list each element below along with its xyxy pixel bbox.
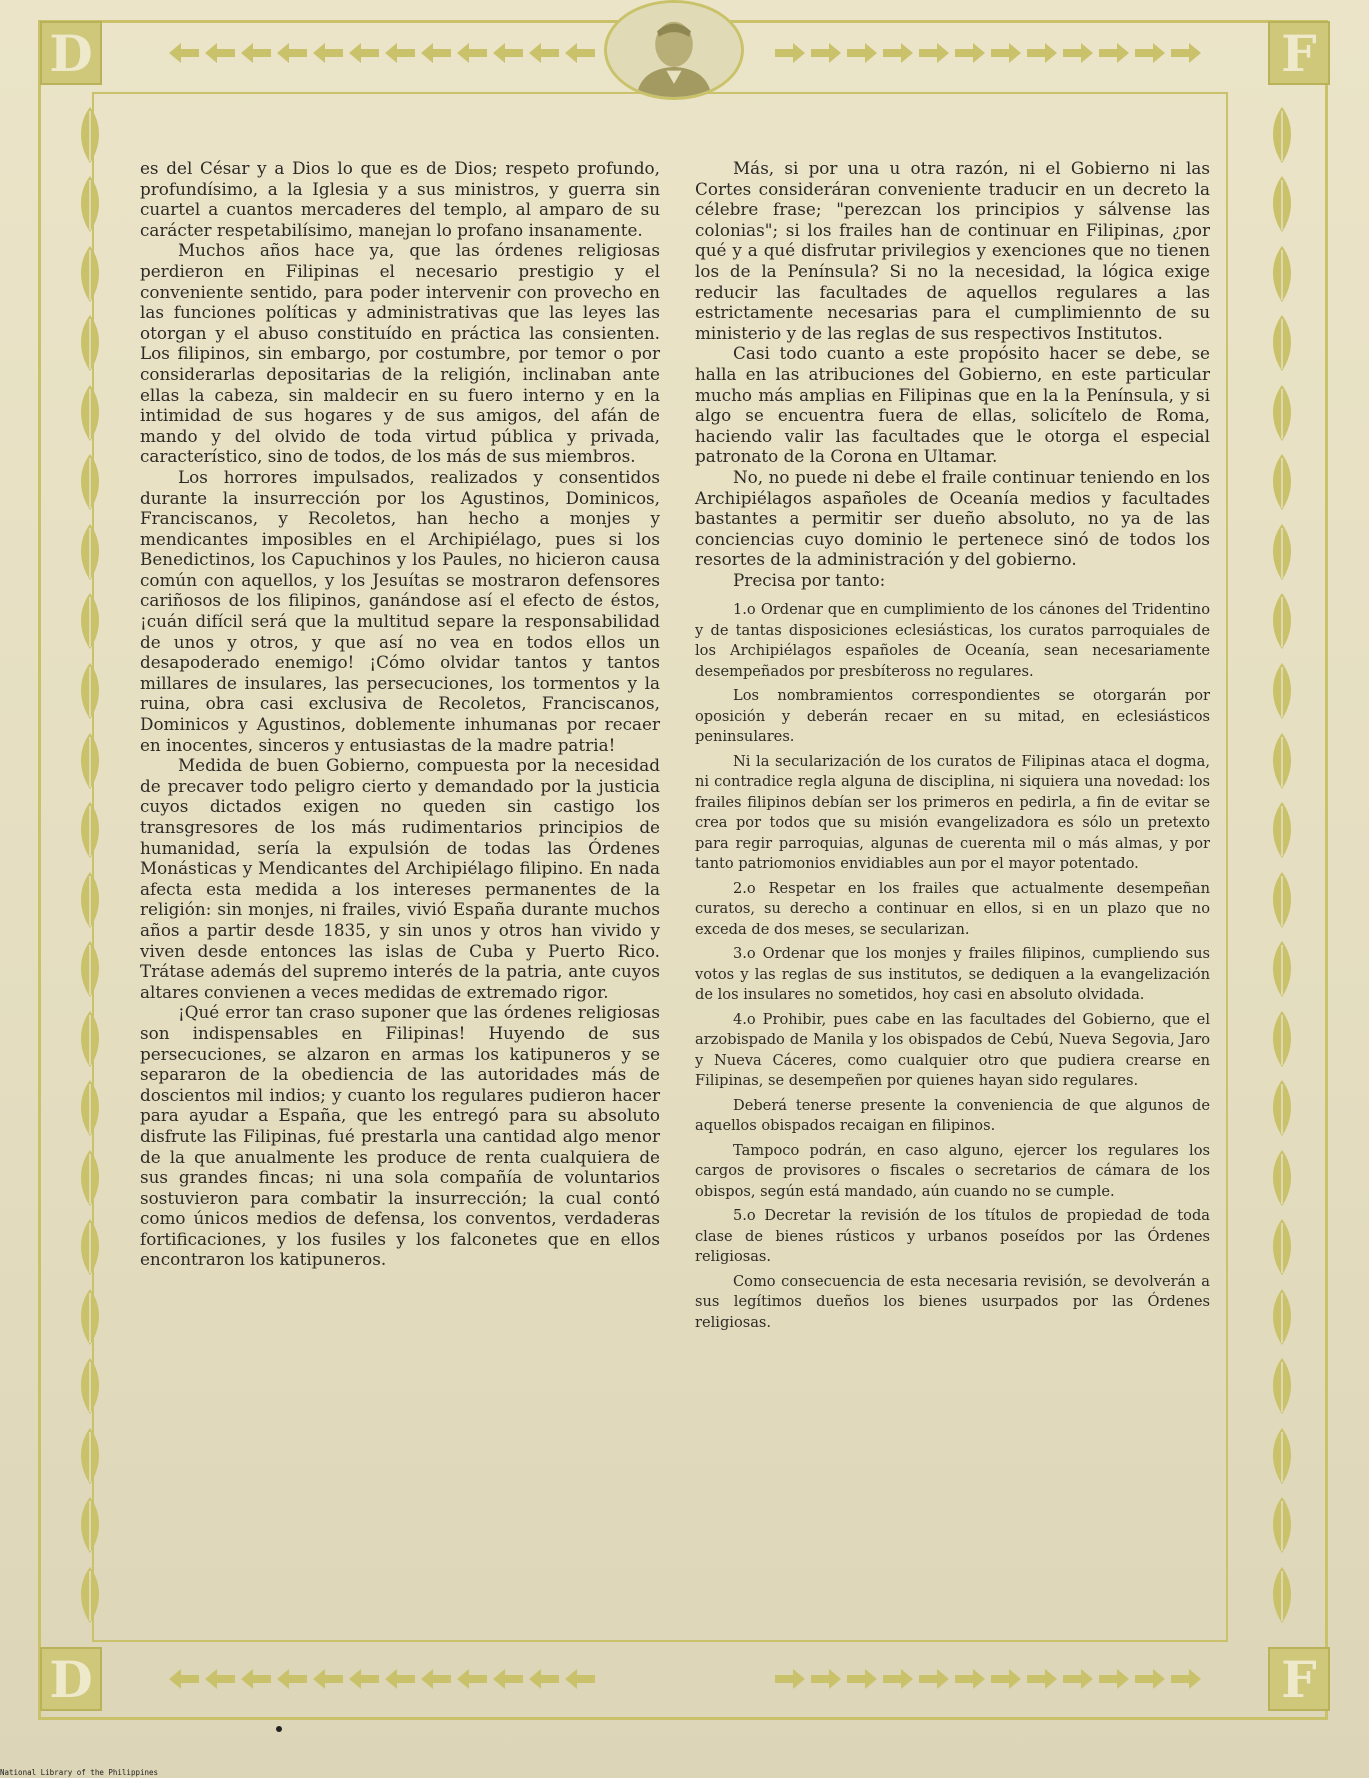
arrow-right-ornament-icon — [1025, 1666, 1059, 1692]
arrow-right-ornament-icon — [809, 40, 843, 66]
arrow-right-ornament-icon — [1097, 1666, 1131, 1692]
leaf-ornament-icon — [76, 870, 104, 930]
leaf-ornament-icon — [76, 661, 104, 721]
proposal-item: Ni la secularización de los curatos de Filipinas ataca el dogma, ni contradice regla alguna de disciplina, ni siquiera una novedad: los frailes filipinos debían ser los primeros en pedirla, a fin de evitar se crea por todos que su misión evangelizadora es sólo un pretexto para regir parroquias, algunas de cuerenta mil o más almas, y por tanto patriomonios envidiables aun por el mayor potentado. — [695, 752, 1210, 873]
arrow-left-ornament-icon — [527, 1666, 561, 1692]
arrow-right-ornament-icon — [1061, 40, 1095, 66]
arrow-left-ornament-icon — [167, 40, 201, 66]
arrow-right-ornament-icon — [1097, 40, 1131, 66]
arrow-left-ornament-icon — [167, 1666, 201, 1692]
right-paragraph: Más, si por una u otra razón, ni el Gobierno ni las Cortes consideráran conveniente traducir en un decreto la célebre frase; "perezcan los principios y sálvense las colonias"; si los frailes han de continuar en Filipinas, ¿por qué y a qué disfrutar privilegios y exenciones que no tienen los de la Península? Si no la necesidad, la lógica exige reducir las facultades de aquellos regulares a las estrictamente necesarias para el cumplimiennto de su ministerio y de las reglas de sus respectivos Institutos. — [695, 158, 1210, 343]
left-paragraph: es del César y a Dios lo que es de Dios; respeto profundo, profundísimo, a la Iglesia y a sus ministros, y guerra sin cuartel a cuantos mercaderes del templo, al amparo de su carácter respetabilísimo, manejan lo profano insanamente. — [140, 158, 660, 240]
proposal-item: 4.o Prohibir, pues cabe en las facultades del Gobierno, que el arzobispado de Manila y los obispados de Cebú, Nueva Segovia, Jaro y Nueva Cáceres, como cualquier otro que pudiera crearse en Filipinas, se desempeñen por quienes hayan sido regulares. — [695, 1010, 1210, 1090]
leaf-ornament-icon — [76, 731, 104, 791]
leaf-ornament-icon — [76, 939, 104, 999]
left-paragraph: Medida de buen Gobierno, compuesta por la necesidad de precaver todo peligro cierto y demandado por la justicia cuyos dictados exigen no queden sin castigo los transgresores de los más rudimentarios principios de humanidad, sería la expulsión de todas las Órdenes Monásticas y Mendicantes del Archipiélago filipino. En nada afecta esta medida a los intereses permanentes de la religión: sin monjes, ni frailes, vivió España durante muchos años a partir desde 1835, y sin unos y otros han vivido y viven desde entonces las islas de Cuba y Puerto Rico. Trátase además del supremo interés de la patria, ante cuyos altares convienen a veces medidas de extremado rigor. — [140, 755, 660, 1002]
leaf-ornament-icon — [76, 1426, 104, 1486]
leaf-ornament-icon — [76, 1078, 104, 1138]
leaf-ornament-icon — [76, 800, 104, 860]
arrow-right-ornament-icon — [917, 1666, 951, 1692]
leaf-ornament-icon — [1268, 452, 1296, 512]
proposal-item: Como consecuencia de esta necesaria revisión, se devolverán a sus legítimos dueños los bienes usurpados por las Órdenes religiosas. — [695, 1272, 1210, 1331]
arrow-right-ornament-icon — [773, 40, 807, 66]
leaf-ornament-icon — [1268, 1495, 1296, 1555]
leaf-ornament-icon — [76, 1009, 104, 1069]
arrow-right-ornament-icon — [1133, 40, 1167, 66]
arrow-right-ornament-icon — [1025, 40, 1059, 66]
arrow-left-ornament-icon — [311, 1666, 345, 1692]
arrow-left-ornament-icon — [563, 1666, 597, 1692]
leaf-ornament-icon — [76, 244, 104, 304]
right-text-column — [695, 158, 1210, 1333]
arrow-left-ornament-icon — [203, 1666, 237, 1692]
arrow-left-ornament-icon — [239, 40, 273, 66]
leaf-ornament-icon — [1268, 1356, 1296, 1416]
leaf-ornament-icon — [1268, 522, 1296, 582]
leaf-ornament-icon — [1268, 1009, 1296, 1069]
proposal-item: Deberá tenerse presente la conveniencia de que algunos de aquellos obispados recaigan en filipinos. — [695, 1096, 1210, 1135]
arrow-left-ornament-icon — [491, 40, 525, 66]
leaf-ornament-icon — [1268, 800, 1296, 860]
leaf-ornament-icon — [1268, 313, 1296, 373]
leaf-ornament-icon — [76, 383, 104, 443]
bottom-left-arrows — [102, 1666, 607, 1692]
bottom-right-initial: F — [1268, 1647, 1330, 1711]
left-paragraph: Los horrores impulsados, realizados y consentidos durante la insurrección por los Agustinos, Dominicos, Franciscanos, y Recoletos, han hecho a monjes y mendicantes imposibles en el Archipiélago, pues si los Benedictinos, los Capuchinos y los Paules, no hicieron causa común con aquellos, y los Jesuítas se mostraron defensores cariñosos de los filipinos, ganándose así el efecto de éstos, ¡cuán difícil será que la multitud separe la responsabilidad de unos y otros, y que así no vea en todos ellos un desapoderado enemigo! ¡Cómo olvidar tantos y tantos millares de insulares, las persecuciones, los tormentos y la ruina, obra casi exclusiva de Recoletos, Franciscanos, Dominicos y Agustinos, doblemente inhumanas por recaer en inocentes, sinceros y entusiastas de la madre patria! — [140, 466, 660, 755]
arrow-right-ornament-icon — [1169, 1666, 1203, 1692]
leaf-ornament-icon — [1268, 174, 1296, 234]
arrow-right-ornament-icon — [1169, 40, 1203, 66]
arrow-right-ornament-icon — [773, 1666, 807, 1692]
right-paragraph: No, no puede ni debe el fraile continuar teniendo en los Archipiélagos aspañoles de Oceanía medios y facultades bastantes a permitir ser dueño absoluto, no ya de las conciencias cuyo dominio le pertenece sinó de todos los resortes de la administración y del gobierno. — [695, 466, 1210, 570]
leaf-ornament-icon — [1268, 731, 1296, 791]
leaf-ornament-icon — [76, 1148, 104, 1208]
arrow-right-ornament-icon — [881, 40, 915, 66]
leaf-ornament-icon — [76, 1217, 104, 1277]
arrow-left-ornament-icon — [383, 1666, 417, 1692]
left-paragraph: ¡Qué error tan craso suponer que las órdenes religiosas son indispensables en Filipinas! Huyendo de sus persecuciones, se alzaron en armas los katipuneros y se separaron de la obediencia de las autoridades más de doscientos mil indios; y cuanto los regulares pudieron hacer para ayudar a España, que les entregó para su absoluto disfrute las Filipinas, fué prestarla una cantidad algo menor de la que anualmente les produce de renta cualquiera de sus grandes fincas; ni una sola compañía de voluntarios sostuvieron para combatir la insurrección; la cual contó como únicos medios de defensa, los conventos, verdaderas fortificaciones, y los fusiles y los falconetes que en ellos encontraron los katipuneros. — [140, 1002, 660, 1270]
leaf-ornament-icon — [76, 1287, 104, 1347]
arrow-left-ornament-icon — [455, 1666, 489, 1692]
arrow-left-ornament-icon — [419, 1666, 453, 1692]
proposal-item: Tampoco podrán, en caso alguno, ejercer los regulares los cargos de provisores o fiscales o secretarios de cámara de los obispos, según está mandado, aún cuando no se cumple. — [695, 1141, 1210, 1200]
arrow-right-ornament-icon — [953, 1666, 987, 1692]
arrow-left-ornament-icon — [491, 1666, 525, 1692]
leaf-ornament-icon — [1268, 1565, 1296, 1625]
leaf-ornament-icon — [1268, 1078, 1296, 1138]
right-paragraph: Precisa por tanto: — [733, 569, 886, 590]
arrow-right-ornament-icon — [1061, 1666, 1095, 1692]
proposal-item: Los nombramientos correspondientes se otorgarán por oposición y deberán recaer en su mitad, en eclesiásticos peninsulares. — [695, 687, 1210, 746]
arrow-left-ornament-icon — [419, 40, 453, 66]
arrow-right-ornament-icon — [809, 1666, 843, 1692]
bottom-right-arrows — [763, 1666, 1268, 1692]
arrow-left-ornament-icon — [311, 40, 345, 66]
leaf-ornament-icon — [76, 522, 104, 582]
right-ornament-band — [1242, 100, 1322, 1630]
bottom-ornament-banner — [40, 1640, 1330, 1718]
proposal-item: 5.o Decretar la revisión de los títulos de propiedad de toda clase de bienes rústicos y urbanos poseídos por las Órdenes religiosas. — [695, 1207, 1210, 1266]
library-credit: National Library of the Philippines — [0, 1768, 159, 1777]
arrow-left-ornament-icon — [455, 40, 489, 66]
portrait-medallion — [604, 0, 744, 100]
leaf-ornament-icon — [1268, 1426, 1296, 1486]
arrow-right-ornament-icon — [1133, 1666, 1167, 1692]
leaf-ornament-icon — [76, 1356, 104, 1416]
proposal-item: 1.o Ordenar que en cumplimiento de los cánones del Tridentino y de tantas disposiciones eclesiásticas, los curatos parroquiales de los Archipiélagos españoles de Oceanía, sean necesariamente desempeñados por presbíteross no regulares. — [695, 601, 1210, 680]
arrow-left-ornament-icon — [203, 40, 237, 66]
proposal-item: 2.o Respetar en los frailes que actualmente desempeñan curatos, su derecho a continuar en ellos, si en un plazo que no exceda de dos meses, se secularizan. — [695, 879, 1210, 938]
top-left-arrows — [102, 40, 607, 66]
arrow-left-ornament-icon — [347, 1666, 381, 1692]
left-text-column — [140, 158, 660, 1270]
left-paragraph: Muchos años hace ya, que las órdenes religiosas perdieron en Filipinas el necesario prestigio y el conveniente sentido, para poder intervenir con provecho en las funciones políticas y administrativas que las leyes las otorgan y el abuso constituído en práctica las consienten. Los filipinos, sin embargo, por costumbre, por temor o por considerarlas depositarias de la religión, inclinaban ante ellas la cabeza, sin maldecir en su fuero interno y en la intimidad de sus hogares y de sus amigos, del afán de mando y del olvido de toda virtud pública y privada, característico, sino de todos, de los más de sus miembros. — [140, 240, 660, 467]
arrow-left-ornament-icon — [347, 40, 381, 66]
arrow-left-ornament-icon — [383, 40, 417, 66]
leaf-ornament-icon — [1268, 1217, 1296, 1277]
leaf-ornament-icon — [76, 591, 104, 651]
arrow-right-ornament-icon — [845, 40, 879, 66]
left-ornament-band — [50, 100, 130, 1630]
leaf-ornament-icon — [1268, 661, 1296, 721]
arrow-right-ornament-icon — [917, 40, 951, 66]
leaf-ornament-icon — [1268, 1148, 1296, 1208]
leaf-ornament-icon — [1268, 105, 1296, 165]
leaf-ornament-icon — [76, 452, 104, 512]
arrow-right-ornament-icon — [953, 40, 987, 66]
leaf-ornament-icon — [76, 313, 104, 373]
arrow-left-ornament-icon — [239, 1666, 273, 1692]
leaf-ornament-icon — [76, 1565, 104, 1625]
arrow-left-ornament-icon — [275, 1666, 309, 1692]
portrait-icon — [607, 3, 741, 97]
leaf-ornament-icon — [1268, 244, 1296, 304]
leaf-ornament-icon — [1268, 591, 1296, 651]
arrow-right-ornament-icon — [845, 1666, 879, 1692]
leaf-ornament-icon — [1268, 870, 1296, 930]
top-left-initial: D — [40, 21, 102, 85]
bottom-left-initial: D — [40, 1647, 102, 1711]
ink-dot — [276, 1726, 282, 1732]
leaf-ornament-icon — [76, 1495, 104, 1555]
leaf-ornament-icon — [76, 105, 104, 165]
arrow-left-ornament-icon — [563, 40, 597, 66]
arrow-right-ornament-icon — [989, 1666, 1023, 1692]
arrow-left-ornament-icon — [527, 40, 561, 66]
leaf-ornament-icon — [1268, 939, 1296, 999]
arrow-right-ornament-icon — [989, 40, 1023, 66]
top-right-initial: F — [1268, 21, 1330, 85]
arrow-left-ornament-icon — [275, 40, 309, 66]
top-right-arrows — [763, 40, 1268, 66]
arrow-right-ornament-icon — [881, 1666, 915, 1692]
leaf-ornament-icon — [76, 174, 104, 234]
right-paragraph: Casi todo cuanto a este propósito hacer se debe, se halla en las atribuciones del Gobierno, en este particular mucho más amplias en Filipinas que en la la Península, y si algo se encuentra fuera de ellas, solicítelo de Roma, haciendo valir las facultades que le otorga el especial patronato de la Corona en Ultamar. — [695, 343, 1210, 467]
leaf-ornament-icon — [1268, 383, 1296, 443]
proposal-item: 3.o Ordenar que los monjes y frailes filipinos, cumpliendo sus votos y las reglas de sus institutos, se dediquen a la evangelización de los insulares no sometidos, hoy casi en absoluto olvidada. — [695, 945, 1210, 1004]
leaf-ornament-icon — [1268, 1287, 1296, 1347]
